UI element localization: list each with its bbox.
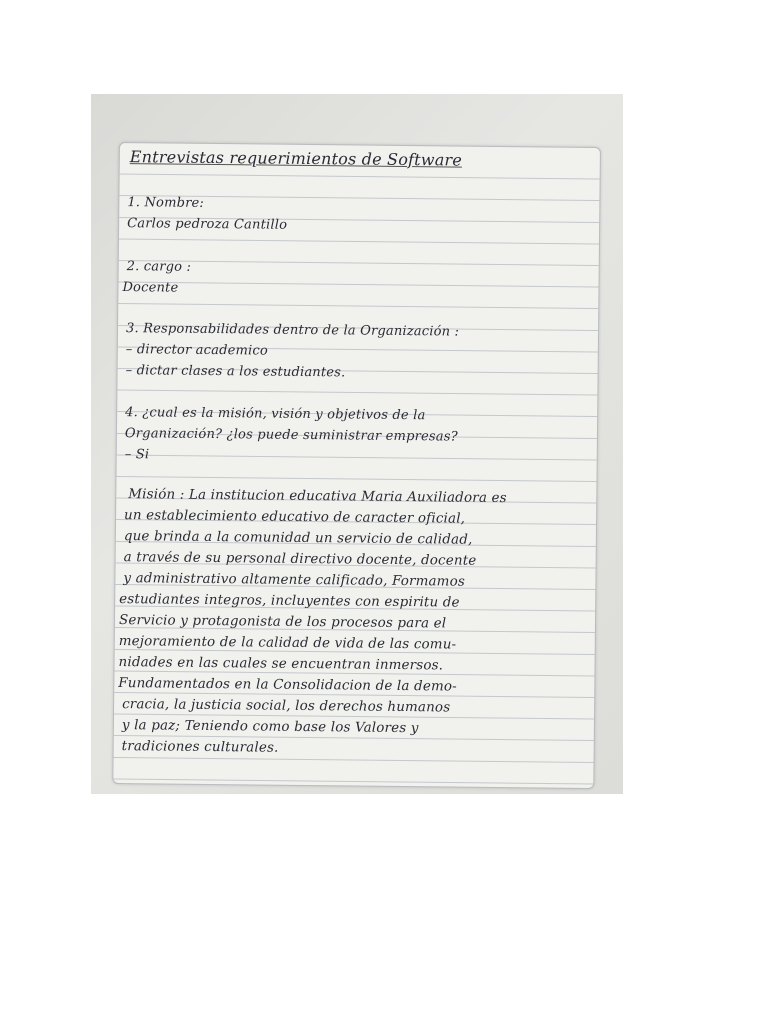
mision-line: cracia, la justicia social, los derechos humanos bbox=[122, 697, 451, 716]
mision-line: Misión : La institucion educativa Maria Auxiliadora es bbox=[128, 487, 507, 507]
mision-line: mejoramiento de la calidad de vida de las comu- bbox=[118, 634, 457, 653]
question-4-answer: – Si bbox=[124, 447, 150, 463]
document-photo bbox=[91, 94, 623, 794]
notebook-page bbox=[112, 142, 601, 789]
question-3-heading: 3. Responsabilidades dentro de la Organización : bbox=[125, 321, 460, 340]
mision-line: y la paz; Teniendo como base los Valores y bbox=[121, 718, 419, 737]
question-1-answer: Carlos pedroza Cantillo bbox=[127, 216, 288, 233]
mision-line: Servicio y protagonista de los procesos para el bbox=[118, 613, 447, 632]
question-4-heading: 4. ¿cual es la misión, visión y objetivos de la bbox=[125, 405, 426, 424]
question-1-heading: 1. Nombre: bbox=[127, 195, 205, 211]
question-4-heading: Organización? ¿los puede suministrar empresas? bbox=[124, 426, 458, 445]
mision-line: y administrativo altamente calificado, Formamos bbox=[123, 571, 466, 590]
page-title: Entrevistas requerimientos de Software bbox=[129, 147, 463, 170]
mision-line: nidades en las cuales se encuentran inmersos. bbox=[118, 655, 444, 674]
question-2-heading: 2. cargo : bbox=[126, 259, 192, 275]
question-3-answer: – dictar clases a los estudiantes. bbox=[125, 363, 346, 381]
mision-line: estudiantes integros, incluyentes con espiritu de bbox=[119, 592, 460, 611]
mision-line: un establecimiento educativo de caracter oficial, bbox=[124, 508, 466, 527]
question-2-answer: Docente bbox=[122, 280, 179, 296]
mision-line: tradiciones culturales. bbox=[121, 739, 279, 756]
mision-line: a través de su personal directivo docente, docente bbox=[123, 550, 477, 569]
mision-line: que brinda a la comunidad un servicio de calidad, bbox=[123, 529, 473, 548]
question-3-answer: – director academico bbox=[125, 342, 268, 359]
mision-line: Fundamentados en la Consolidacion de la demo- bbox=[118, 676, 457, 695]
